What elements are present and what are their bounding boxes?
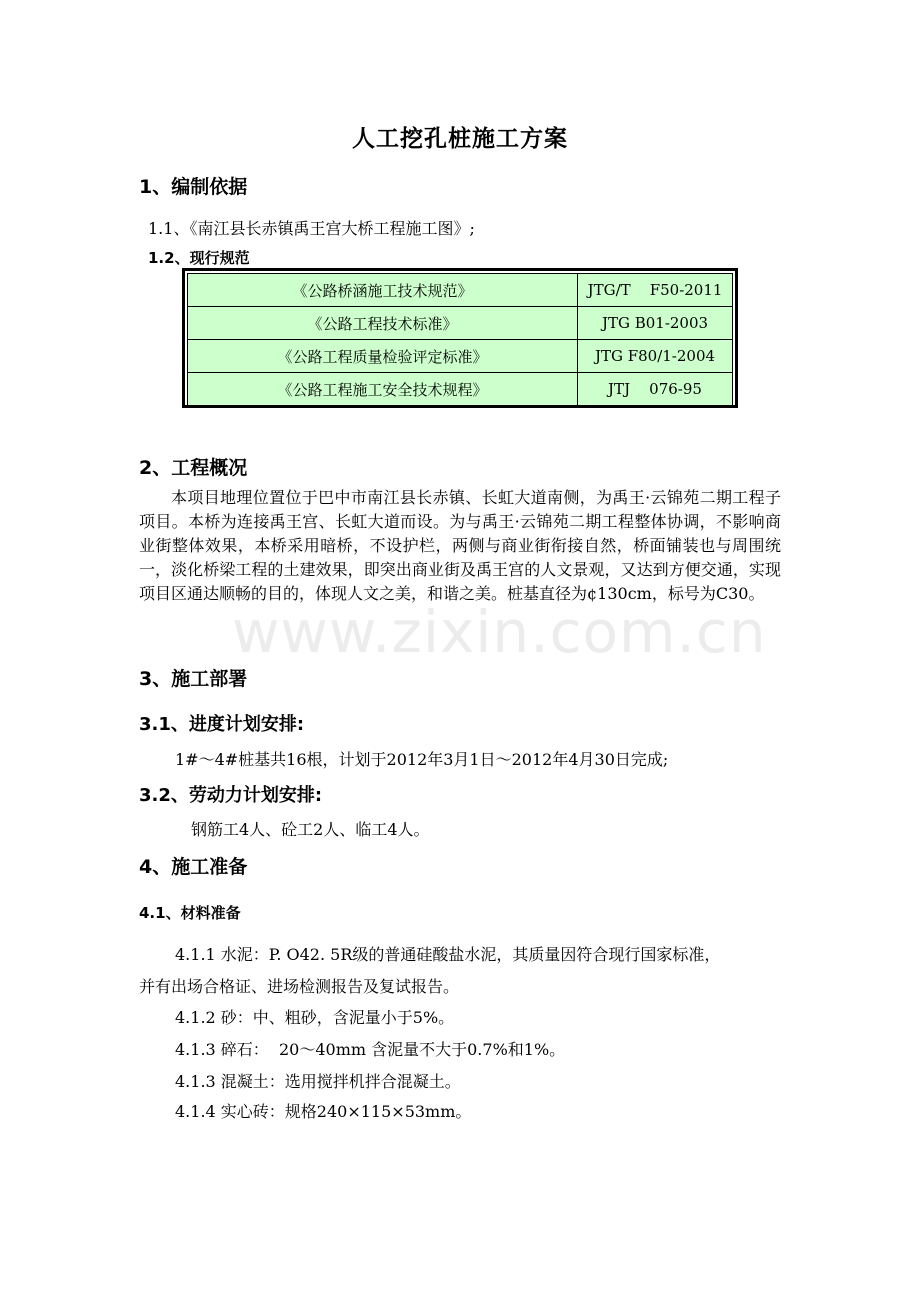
- section-3-1-heading: 3.1、进度计划安排:: [139, 714, 305, 735]
- material-item: 4.1.3 混凝土：选用搅拌机拌合混凝土。: [175, 1072, 461, 1091]
- table-row: [188, 274, 733, 307]
- table-row: [188, 340, 733, 373]
- section-4-heading: 4、施工准备: [139, 856, 248, 878]
- schedule-text: 1#～4#桩基共16根，计划于2012年3月1日～2012年4月30日完成;: [175, 750, 669, 769]
- section-1-heading: 1、编制依据: [139, 176, 248, 198]
- standard-name: 《公路工程质量检验评定标准》: [188, 340, 578, 373]
- table-row: [188, 373, 733, 406]
- labor-text: 钢筋工4人、砼工2人、临工4人。: [191, 820, 430, 839]
- document-title: 人工挖孔桩施工方案: [352, 126, 568, 152]
- standard-code: JTJ 076-95: [578, 373, 733, 406]
- section-2-heading: 2、工程概况: [139, 457, 248, 479]
- material-item: 4.1.2 砂：中、粗砂，含泥量小于5%。: [175, 1008, 455, 1027]
- material-item: 4.1.4 实心砖：规格240×115×53mm。: [175, 1102, 472, 1121]
- standards-table: [182, 268, 738, 408]
- section-4-1-heading: 4.1、材料准备: [139, 904, 241, 922]
- table-row: [188, 307, 733, 340]
- material-item: 4.1.3 碎石： 20～40mm 含泥量不大于0.7%和1%。: [175, 1040, 566, 1059]
- section-3-heading: 3、施工部署: [139, 668, 248, 690]
- standard-name: 《公路桥涵施工技术规范》: [188, 274, 578, 307]
- section-1-1-text: 1.1、《南江县长赤镇禹王宫大桥工程施工图》;: [148, 219, 475, 238]
- standard-name: 《公路工程技术标准》: [188, 307, 578, 340]
- standard-code: JTG F80/1-2004: [578, 340, 733, 373]
- section-1-2-heading: 1.2、现行规范: [148, 249, 250, 267]
- section-3-2-heading: 3.2、劳动力计划安排:: [139, 785, 323, 806]
- material-item: 并有出场合格证、进场检测报告及复试报告。: [139, 977, 460, 996]
- standard-name: 《公路工程施工安全技术规程》: [188, 373, 578, 406]
- material-item: 4.1.1 水泥：P. O42. 5R级的普通硅酸盐水泥，其质量因符合现行国家标准，: [175, 945, 721, 964]
- standard-code: JTG B01-2003: [578, 307, 733, 340]
- project-overview-paragraph: 本项目地理位置位于巴中市南江县长赤镇、长虹大道南侧，为禹王·云锦苑二期工程子项目。本桥为连接禹王宫、长虹大道而设。为与禹王·云锦苑二期工程整体协调，不影响商业街整体效果，本桥采用暗桥，不设护栏，两侧与商业街衔接自然，桥面铺装也与周围统一，淡化桥梁工程的土建效果，即突出商业街及禹王宫的人文景观，又达到方便交通，实现项目区通达顺畅的目的，体现人文之美，和谐之美。桩基直径为¢130cm，标号为C30。: [139, 488, 781, 603]
- standard-code: JTG/T F50-2011: [578, 274, 733, 307]
- watermark: www.zixin.com.cn: [232, 598, 767, 666]
